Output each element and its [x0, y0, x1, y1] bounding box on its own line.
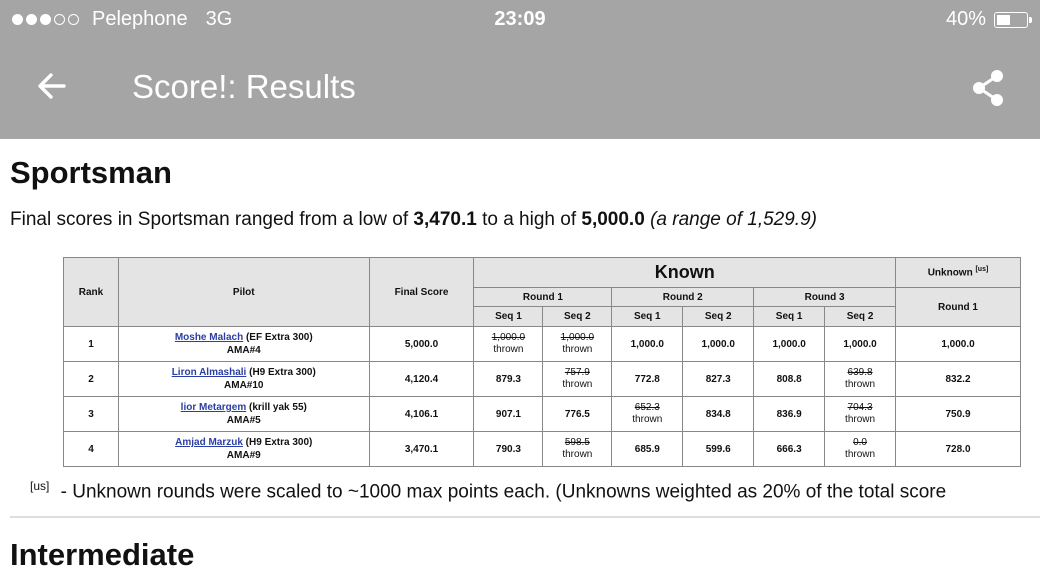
seq-score-cell: 666.3	[754, 432, 825, 467]
thrown-score: 704.3	[847, 402, 873, 413]
seq-score-cell: 834.8	[683, 397, 754, 432]
seq-score-cell: 772.8	[612, 362, 683, 397]
thrown-score: 598.5	[564, 437, 590, 448]
table-row	[64, 327, 1021, 362]
seq-score-cell: 1,000.0	[754, 327, 825, 362]
app-bar	[0, 38, 1040, 139]
seq-score-cell: 790.3	[474, 432, 543, 467]
seq-score-cell	[543, 327, 612, 362]
results-table	[63, 257, 1021, 467]
clock: 23:09	[494, 8, 546, 30]
network-type: 3G	[205, 8, 233, 30]
high-score: 5,000.0	[581, 209, 645, 230]
seq-score-cell: 1,000.0	[612, 327, 683, 362]
seq-score-cell	[474, 327, 543, 362]
unknown-score-cell: 728.0	[896, 432, 1021, 467]
section-divider	[10, 516, 1040, 518]
app-header	[0, 0, 1040, 139]
header-unknown-footnote: [us]	[975, 266, 989, 274]
pilot-cell	[118, 362, 369, 397]
seq-score-cell: 879.3	[474, 362, 543, 397]
thrown-label: thrown	[562, 379, 593, 390]
footnote	[30, 479, 946, 503]
rank-cell: 2	[64, 362, 119, 397]
summary-prefix: Final scores in Sportsman ranged from a low of	[10, 209, 414, 230]
unknown-score-cell: 1,000.0	[896, 327, 1021, 362]
share-icon[interactable]	[970, 68, 1006, 108]
pilot-ama: AMA#9	[226, 450, 261, 461]
footnote-text: - Unknown rounds were scaled to ~1000 max points each. (Unknowns weighted as 20% of the total score	[55, 481, 947, 503]
carrier-name: Pelephone	[92, 8, 188, 30]
thrown-score: 1,000.0	[560, 332, 595, 343]
thrown-score: 1,000.0	[491, 332, 526, 343]
thrown-score: 639.8	[847, 367, 873, 378]
seq-score-cell	[825, 362, 896, 397]
final-score-cell: 4,120.4	[369, 362, 474, 397]
section-heading: Sportsman	[10, 155, 172, 190]
pilot-cell	[118, 397, 369, 432]
pilot-ama: AMA#4	[226, 345, 261, 356]
score-range-summary	[10, 209, 817, 231]
battery-percent: 40%	[945, 8, 986, 30]
pilot-ama: AMA#5	[226, 415, 261, 426]
final-score-cell: 3,470.1	[369, 432, 474, 467]
header-rank: Rank	[64, 258, 119, 327]
header-round-2: Round 2	[612, 288, 754, 307]
thrown-label: thrown	[845, 449, 876, 460]
seq-score-cell: 836.9	[754, 397, 825, 432]
seq-score-cell	[612, 397, 683, 432]
header-seq-1: Seq 1	[754, 307, 825, 327]
header-round-1: Round 1	[474, 288, 612, 307]
pilot-name-link[interactable]: lior Metargem	[180, 402, 247, 413]
pilot-plane: (krill yak 55)	[246, 402, 307, 413]
summary-mid: to a high of	[476, 209, 582, 230]
header-pilot: Pilot	[118, 258, 369, 327]
thrown-label: thrown	[562, 449, 593, 460]
seq-score-cell: 1,000.0	[825, 327, 896, 362]
pilot-plane: (H9 Extra 300)	[246, 367, 316, 378]
header-seq-2: Seq 2	[825, 307, 896, 327]
seq-score-cell: 808.8	[754, 362, 825, 397]
unknown-score-cell: 750.9	[896, 397, 1021, 432]
pilot-name-link[interactable]: Amjad Marzuk	[175, 437, 243, 448]
rank-cell: 1	[64, 327, 119, 362]
pilot-plane: (H9 Extra 300)	[242, 437, 313, 448]
thrown-score: 0.0	[853, 437, 867, 448]
header-round-3: Round 3	[754, 288, 896, 307]
pilot-plane: (EF Extra 300)	[243, 332, 313, 343]
seq-score-cell: 827.3	[683, 362, 754, 397]
final-score-cell: 4,106.1	[369, 397, 474, 432]
thrown-score: 757.9	[564, 367, 590, 378]
header-unknown-round-1: Round 1	[896, 288, 1021, 327]
thrown-score: 652.3	[634, 402, 660, 413]
seq-score-cell: 907.1	[474, 397, 543, 432]
thrown-label: thrown	[845, 414, 876, 425]
pilot-cell	[118, 432, 369, 467]
header-known: Known	[474, 258, 896, 288]
rank-cell: 3	[64, 397, 119, 432]
table-row	[64, 432, 1021, 467]
thrown-label: thrown	[493, 344, 524, 355]
seq-score-cell	[543, 432, 612, 467]
header-unknown-label: Unknown	[927, 267, 973, 279]
table-row	[64, 397, 1021, 432]
seq-score-cell: 1,000.0	[683, 327, 754, 362]
low-score: 3,470.1	[413, 209, 477, 230]
seq-score-cell	[825, 397, 896, 432]
thrown-label: thrown	[845, 379, 876, 390]
header-seq-1: Seq 1	[612, 307, 683, 327]
final-score-cell: 5,000.0	[369, 327, 474, 362]
seq-score-cell	[543, 362, 612, 397]
seq-score-cell: 685.9	[612, 432, 683, 467]
footnote-mark: [us]	[30, 479, 50, 493]
seq-score-cell	[825, 432, 896, 467]
next-section-heading: Intermediate	[10, 537, 195, 572]
pilot-ama: AMA#10	[224, 380, 264, 391]
header-seq-2: Seq 2	[683, 307, 754, 327]
battery-icon	[994, 12, 1028, 28]
status-bar	[0, 0, 1040, 38]
seq-score-cell: 599.6	[683, 432, 754, 467]
seq-score-cell: 776.5	[543, 397, 612, 432]
score-range: (a range of 1,529.9)	[650, 209, 817, 230]
header-unknown	[896, 258, 1021, 288]
thrown-label: thrown	[562, 344, 593, 355]
page-content	[0, 139, 1040, 585]
unknown-score-cell: 832.2	[896, 362, 1021, 397]
header-seq-1: Seq 1	[474, 307, 543, 327]
rank-cell: 4	[64, 432, 119, 467]
pilot-cell	[118, 327, 369, 362]
page-title: Score!: Results	[132, 68, 356, 105]
pilot-name-link[interactable]: Moshe Malach	[174, 332, 244, 343]
back-arrow-icon[interactable]	[34, 68, 70, 104]
thrown-label: thrown	[632, 414, 663, 425]
pilot-name-link[interactable]: Liron Almashali	[171, 367, 247, 378]
header-seq-2: Seq 2	[543, 307, 612, 327]
table-row	[64, 362, 1021, 397]
header-final-score: Final Score	[369, 258, 474, 327]
